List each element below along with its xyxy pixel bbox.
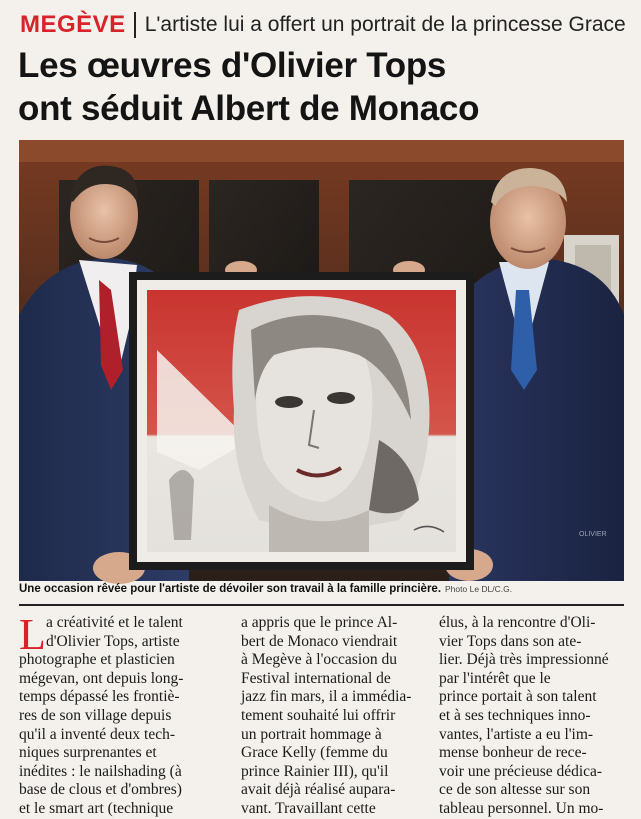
col2-line: a appris que le prince Al- bbox=[241, 614, 398, 631]
article-photo bbox=[19, 140, 624, 581]
caption-rule bbox=[19, 604, 624, 606]
col1-line: d'Olivier Tops, artiste bbox=[46, 632, 180, 650]
col3-line: voir une précieuse dédica- bbox=[439, 762, 603, 780]
caption-text: Une occasion rêvée pour l'artiste de dévoiler son travail à la famille princière. bbox=[19, 583, 442, 595]
kicker-separator bbox=[134, 12, 136, 38]
col3-line: mense bonheur de rece- bbox=[439, 744, 587, 762]
kicker bbox=[20, 10, 626, 40]
col1-line: res de son village depuis bbox=[19, 706, 172, 724]
col2-line: bert de Monaco viendrait bbox=[241, 632, 398, 650]
photo-credit: Photo Le DL/C.G. bbox=[445, 584, 513, 594]
article-column-1 bbox=[19, 610, 227, 819]
photo-illustration bbox=[19, 140, 624, 581]
col3-line: élus, à la rencontre d'Oli- bbox=[439, 614, 596, 631]
article-column-2 bbox=[241, 614, 427, 819]
col3-line: lier. Déjà très impressionné bbox=[439, 651, 609, 669]
headline-line-2: ont séduit Albert de Monaco bbox=[18, 89, 480, 128]
col1-line: base de clous et d'ombres) bbox=[19, 781, 182, 799]
col3-line: vier Tops dans son ate- bbox=[439, 632, 582, 650]
col2-line: tement souhaité lui offrir bbox=[241, 706, 396, 724]
headline-line-1: Les œuvres d'Olivier Tops bbox=[18, 46, 447, 85]
col3-line: vantes, l'artiste a eu l'im- bbox=[439, 725, 594, 743]
col2-line: jazz fin mars, il a immédia- bbox=[241, 688, 412, 706]
col1-line: photographe et plasticien bbox=[19, 651, 175, 669]
col2-line: Festival international de bbox=[241, 669, 391, 687]
col1-line: qu'il a inventé deux tech- bbox=[19, 725, 176, 743]
col2-line: un portrait hommage à bbox=[241, 725, 382, 743]
col3-line: tableau personnel. Un mo- bbox=[439, 799, 604, 817]
article-body bbox=[19, 610, 624, 817]
col2-line: à Megève à l'occasion du bbox=[241, 651, 398, 669]
col2-line: vant. Travaillant cette bbox=[241, 799, 376, 817]
col3-line: prince portait à son talent bbox=[439, 688, 597, 706]
drop-cap: L bbox=[19, 610, 46, 659]
subheadline: L'artiste lui a offert un portrait de la princesse Grace bbox=[144, 13, 626, 36]
svg-text:OLIVIER: OLIVIER bbox=[579, 531, 607, 538]
photo-caption bbox=[19, 583, 624, 605]
col1-line: mégevan, ont depuis long- bbox=[19, 669, 184, 687]
col3-line: ce de son altesse sur son bbox=[439, 781, 591, 799]
headline bbox=[18, 44, 628, 130]
article-column-3 bbox=[439, 614, 624, 819]
section-label: MEGÈVE bbox=[20, 11, 126, 38]
col1-line: a créativité et le talent bbox=[46, 614, 183, 631]
col1-line: temps dépassé les frontiè- bbox=[19, 688, 180, 706]
col1-line: inédites : le nailshading (à bbox=[19, 762, 182, 780]
col2-line: prince Rainier III), qu'il bbox=[241, 762, 389, 780]
col1-line: et le smart art (technique bbox=[19, 799, 174, 817]
col3-line: et à ses techniques inno- bbox=[439, 706, 591, 724]
col2-line: avait déjà réalisé aupara- bbox=[241, 781, 396, 799]
col3-line: par l'intérêt que le bbox=[439, 669, 551, 687]
col1-line: niques surprenantes et bbox=[19, 744, 157, 762]
col2-line: Grace Kelly (femme du bbox=[241, 744, 388, 762]
